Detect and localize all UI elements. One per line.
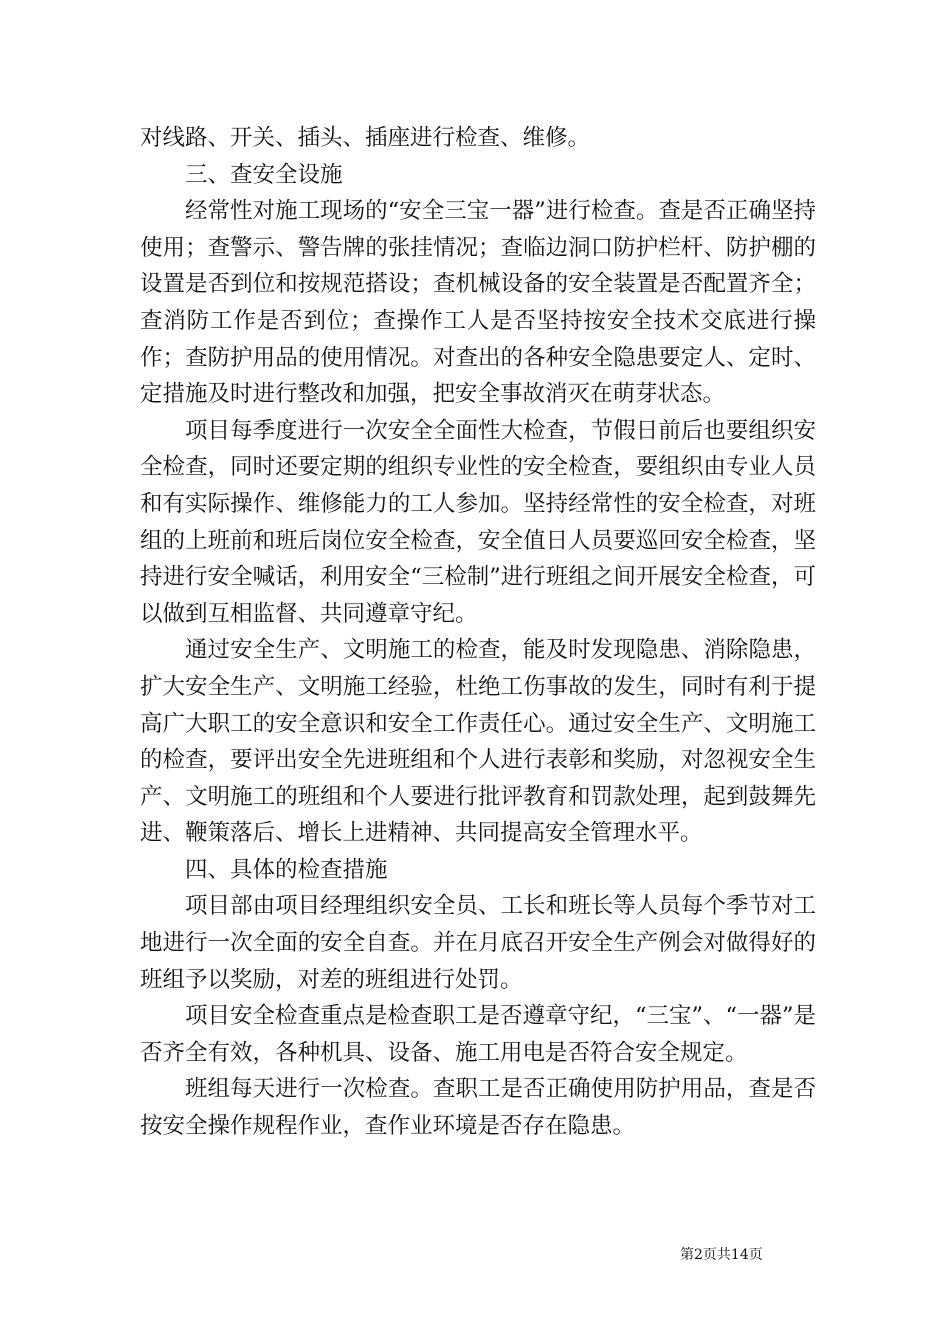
section-heading-three: 三、查安全设施 bbox=[185, 161, 343, 188]
paragraph-inspection-focus: 项目安全检查重点是检查职工是否遵章守纪，“三宝”、“一器”是否齐全有效，各种机具、设备、施工用电是否符合安全规定。 bbox=[140, 1003, 817, 1066]
paragraph-quarterly-inspection: 项目每季度进行一次安全全面性大检查，节假日前后也要组织安全检查，同时还要定期的组织专业性的安全检查，要组织由专业人员和有实际操作、维修能力的工人参加。坚持经常性的安全检查，对班组的上班前和班后岗位安全检查，安全值日人员要巡回安全检查，坚持进行安全喊话，利用安全“三检制”进行班组之间开展安全检查，可以做到互相监督、共同遵章守纪。 bbox=[140, 417, 816, 627]
page-number-footer: 第2页共14页 bbox=[680, 1247, 763, 1263]
paragraph-inspection-benefits: 通过安全生产、文明施工的检查，能及时发现隐患、消除隐患，扩大安全生产、文明施工经验，杜绝工伤事故的发生，同时有利于提高广大职工的安全意识和安全工作责任心。通过安全生产、文明施工的检查，要评出安全先进班组和个人进行表彰和奖励，对忽视安全生产、文明施工的班组和个人要进行批评教育和罚款处理，起到鼓舞先进、鞭策落后、增长上进精神、共同提高安全管理水平。 bbox=[140, 637, 816, 847]
paragraph-project-department: 项目部由项目经理组织安全员、工长和班长等人员每个季节对工地进行一次全面的安全自查。并在月底召开安全生产例会对做得好的班组予以奖励，对差的班组进行处罚。 bbox=[140, 893, 816, 993]
section-heading-four: 四、具体的检查措施 bbox=[185, 856, 388, 883]
paragraph-continuation: 对线路、开关、插头、插座进行检查、维修。 bbox=[140, 125, 591, 151]
paragraph-safety-facilities: 经常性对施工现场的“安全三宝一器”进行检查。查是否正确坚持使用；查警示、警告牌的张挂情况；查临边洞口防护栏杆、防护棚的设置是否到位和按规范搭设；查机械设备的安全装置是否配置齐全；查消防工作是否到位；查操作工人是否坚持按安全技术交底进行操作；查防护用品的使用情况。对查出的各种安全隐患要定人、定时、定措施及时进行整改和加强，把安全事故消灭在萌芽状态。 bbox=[140, 198, 816, 408]
document-body bbox=[140, 120, 816, 1145]
paragraph-daily-team-check: 班组每天进行一次检查。查职工是否正确使用防护用品，查是否按安全操作规程作业，查作业环境是否存在隐患。 bbox=[140, 1076, 816, 1140]
